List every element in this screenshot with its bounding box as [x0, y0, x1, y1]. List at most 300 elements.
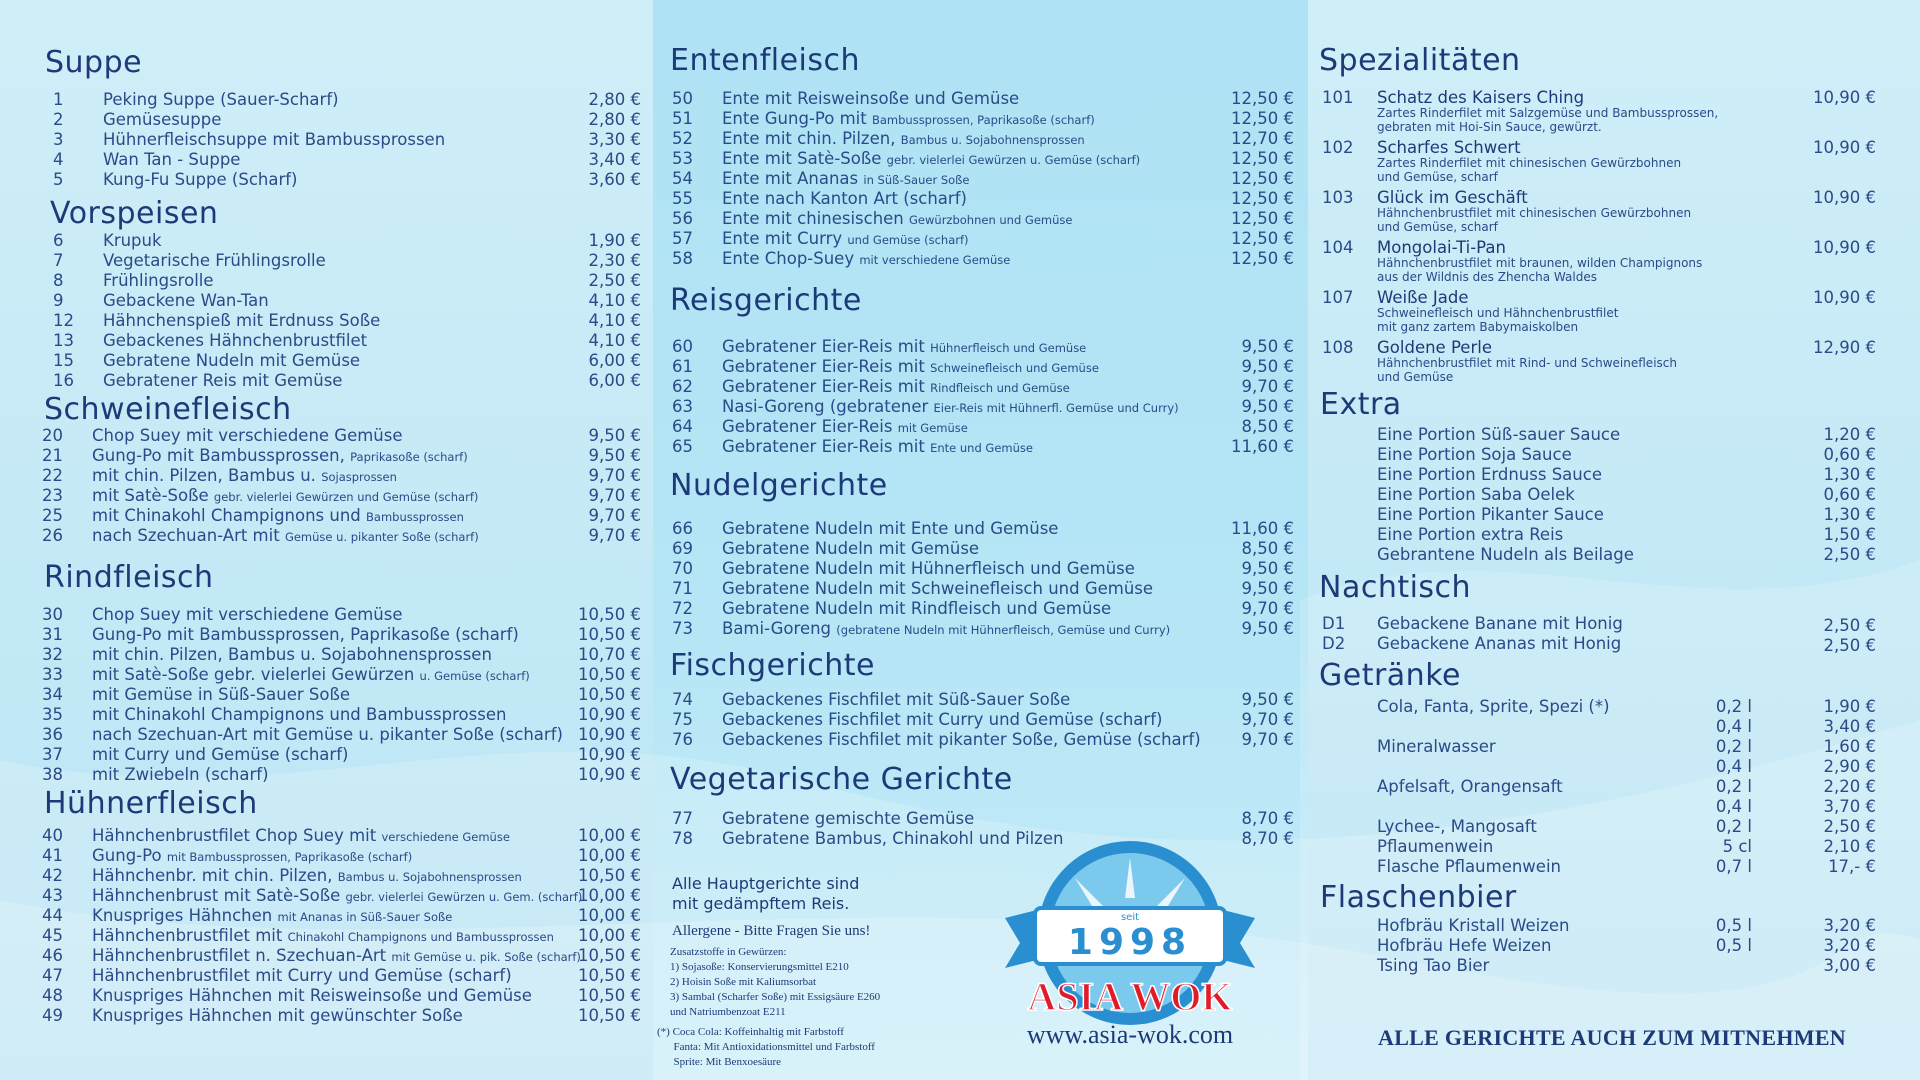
item-name	[103, 291, 641, 311]
menu-item	[42, 685, 641, 705]
special-description: Zartes Rinderfilet mit chinesischen Gewürzbohnen	[1377, 156, 1682, 170]
beer-name: Hofbräu Kristall Weizen	[1377, 916, 1570, 935]
item-price: 10,00 €	[578, 906, 641, 925]
item-name	[722, 690, 1294, 710]
item-number: 23	[42, 486, 63, 505]
special-description: und Gemüse, scharf	[1377, 220, 1498, 234]
section-title: Getränke	[1319, 658, 1461, 693]
menu-item	[672, 579, 1294, 599]
item-title: Ente Chop-Suey	[722, 249, 855, 268]
item-name	[722, 599, 1294, 619]
item-title: Hähnchenbrust mit Satè-Soße	[92, 886, 341, 905]
item-title: Chop Suey mit verschiedene Gemüse	[92, 605, 403, 624]
item-number: 62	[672, 377, 693, 396]
item-note: Bambussprossen	[366, 510, 464, 524]
menu-item	[672, 619, 1294, 640]
drink-price: 1,60 €	[1823, 737, 1876, 756]
item-name	[92, 625, 641, 645]
item-price: 9,70 €	[1241, 710, 1294, 729]
item-name	[722, 730, 1294, 750]
drink-price: 17,- €	[1828, 857, 1876, 876]
drink-price: 2,90 €	[1823, 757, 1876, 776]
item-name	[92, 866, 641, 887]
item-number: 34	[42, 685, 63, 704]
item-number: 65	[672, 437, 693, 456]
item-price: 10,50 €	[578, 665, 641, 684]
special-description: und Gemüse	[1377, 370, 1454, 384]
item-name	[722, 149, 1294, 170]
menu-item	[672, 357, 1294, 378]
beer-price: 3,20 €	[1823, 916, 1876, 935]
item-name	[92, 745, 641, 765]
special-name: Schatz des Kaisers Ching	[1377, 88, 1585, 107]
special-number: 107	[1322, 288, 1354, 307]
menu-item	[672, 209, 1294, 230]
item-price: 4,10 €	[588, 291, 641, 310]
item-name	[722, 397, 1294, 418]
menu-item	[42, 926, 641, 947]
item-price: 6,00 €	[588, 371, 641, 390]
item-name	[722, 229, 1294, 250]
menu-item	[672, 129, 1294, 150]
beer-price: 3,20 €	[1823, 936, 1876, 955]
menu-item	[53, 311, 641, 331]
dessert-price: 2,50 €	[1823, 616, 1876, 635]
menu-item	[53, 110, 641, 130]
item-name	[92, 966, 641, 986]
item-price: 9,70 €	[588, 486, 641, 505]
menu-item	[672, 809, 1294, 829]
item-name	[103, 170, 641, 190]
special-number: 102	[1322, 138, 1354, 157]
item-price: 10,50 €	[578, 966, 641, 985]
takeaway-notice: ALLE GERICHTE AUCH ZUM MITNEHMEN	[1378, 1025, 1846, 1050]
dessert-number: D1	[1322, 614, 1346, 633]
item-name	[103, 251, 641, 271]
extra-name: Eine Portion Süß-sauer Sauce	[1377, 425, 1621, 444]
drink-volume: 0,4 l	[1715, 797, 1752, 816]
menu-item	[42, 526, 641, 547]
item-name	[722, 337, 1294, 358]
item-price: 10,50 €	[578, 625, 641, 644]
item-name	[722, 109, 1294, 130]
item-title: Frühlingsrolle	[103, 271, 214, 290]
menu-item	[672, 397, 1294, 418]
item-name	[92, 426, 641, 446]
item-number: 38	[42, 765, 63, 784]
item-price: 9,50 €	[1241, 690, 1294, 709]
item-name	[92, 605, 641, 625]
item-number: 51	[672, 109, 693, 128]
item-number: 45	[42, 926, 63, 945]
item-title: Gemüsesuppe	[103, 110, 222, 129]
item-price: 8,70 €	[1241, 809, 1294, 828]
item-price: 1,90 €	[588, 231, 641, 250]
item-name	[722, 189, 1294, 209]
item-number: 72	[672, 599, 693, 618]
item-name	[722, 417, 1294, 438]
item-title: Gebratene Nudeln mit Schweinefleisch und Gemüse	[722, 579, 1154, 598]
item-price: 2,30 €	[588, 251, 641, 270]
drink-name: Lychee-, Mangosaft	[1377, 817, 1537, 836]
item-title: Hähnchenspieß mit Erdnuss Soße	[103, 311, 381, 330]
dessert-name: Gebackene Banane mit Honig	[1377, 614, 1623, 633]
menu-item	[42, 605, 641, 625]
item-name	[92, 926, 641, 947]
item-number: 30	[42, 605, 63, 624]
special-price: 10,90 €	[1813, 238, 1876, 257]
item-price: 10,90 €	[578, 725, 641, 744]
section-title: Nachtisch	[1319, 570, 1472, 605]
menu-item	[672, 730, 1294, 750]
special-name: Weiße Jade	[1377, 288, 1469, 307]
beer-volume: 0,5 l	[1715, 936, 1752, 955]
item-number: 41	[42, 846, 63, 865]
item-price: 10,00 €	[578, 926, 641, 945]
special-number: 108	[1322, 338, 1354, 357]
item-price: 3,40 €	[588, 150, 641, 169]
drink-volume: 0,2 l	[1715, 737, 1752, 756]
item-number: 73	[672, 619, 693, 638]
item-number: 44	[42, 906, 63, 925]
item-title: Gung-Po mit Bambussprossen,	[92, 446, 345, 465]
item-name	[722, 809, 1294, 829]
item-price: 11,60 €	[1231, 437, 1294, 456]
drink-price: 2,10 €	[1823, 837, 1876, 856]
item-title: mit Chinakohl Champignons und	[92, 506, 361, 525]
item-number: 47	[42, 966, 63, 985]
section-title: Hühnerfleisch	[44, 786, 258, 821]
special-description: Zartes Rinderfilet mit Salzgemüse und Bambussprossen,	[1377, 106, 1719, 120]
drink-name: Mineralwasser	[1377, 737, 1496, 756]
item-price: 10,50 €	[578, 866, 641, 885]
special-price: 12,90 €	[1813, 338, 1876, 357]
item-number: 33	[42, 665, 63, 684]
item-name	[722, 539, 1294, 559]
item-title: Kung-Fu Suppe (Scharf)	[103, 170, 298, 189]
item-number: 31	[42, 625, 63, 644]
special-description: Hähnchenbrustfilet mit chinesischen Gewürzbohnen	[1377, 206, 1692, 220]
item-name	[103, 311, 641, 331]
section-title: Vegetarische Gerichte	[670, 762, 1013, 797]
menu-item	[672, 417, 1294, 438]
item-name	[103, 331, 641, 351]
item-price: 10,00 €	[578, 826, 641, 845]
item-price: 6,00 €	[588, 351, 641, 370]
menu-item	[53, 150, 641, 170]
item-number: 64	[672, 417, 693, 436]
item-number: 74	[672, 690, 693, 709]
item-name	[92, 725, 641, 745]
logo-year: 1998	[1067, 922, 1193, 963]
menu-item	[42, 506, 641, 527]
item-price: 9,50 €	[1241, 337, 1294, 356]
item-name	[103, 130, 641, 150]
beer-name: Hofbräu Hefe Weizen	[1377, 936, 1552, 955]
item-title: Krupuk	[103, 231, 162, 250]
item-name	[722, 377, 1294, 398]
item-price: 12,50 €	[1231, 229, 1294, 248]
item-price: 3,60 €	[588, 170, 641, 189]
beer-volume: 0,5 l	[1715, 916, 1752, 935]
item-title: Ente mit Ananas	[722, 169, 859, 188]
item-number: 52	[672, 129, 693, 148]
item-price: 9,50 €	[588, 446, 641, 465]
menu-item	[42, 725, 641, 745]
item-price: 11,60 €	[1231, 519, 1294, 538]
item-title: Chop Suey mit verschiedene Gemüse	[92, 426, 403, 445]
item-price: 10,50 €	[578, 986, 641, 1005]
drink-name: Apfelsaft, Orangensaft	[1377, 777, 1563, 796]
item-name	[92, 705, 641, 725]
item-name	[92, 685, 641, 705]
item-title: mit chin. Pilzen, Bambus u.	[92, 466, 316, 485]
item-note: gebr. vielerlei Gewürzen und Gemüse (scharf)	[213, 490, 479, 504]
menu-item	[42, 765, 641, 785]
item-number: 15	[53, 351, 74, 370]
item-title: mit Curry und Gemüse (scharf)	[92, 745, 349, 764]
menu-item	[672, 599, 1294, 619]
menu-item	[672, 109, 1294, 130]
additive-note: und Natriumbenzoat E211	[670, 1006, 786, 1018]
item-name	[92, 665, 641, 686]
item-price: 9,70 €	[1241, 377, 1294, 396]
menu-item	[53, 90, 641, 110]
item-name	[92, 826, 641, 847]
item-number: 2	[53, 110, 64, 129]
item-price: 12,50 €	[1231, 169, 1294, 188]
item-note: Paprikasoße (scharf)	[350, 450, 468, 464]
extra-name: Eine Portion Erdnuss Sauce	[1377, 465, 1602, 484]
additive-note: 2) Hoisin Soße mit Kaliumsorbat	[670, 976, 817, 988]
item-name	[722, 129, 1294, 150]
extra-name: Eine Portion Soja Sauce	[1377, 445, 1572, 464]
item-title: Hähnchenbrustfilet n. Szechuan-Art	[92, 946, 387, 965]
item-number: 42	[42, 866, 63, 885]
menu-item	[53, 170, 641, 190]
menu-item	[672, 229, 1294, 250]
section-title: Spezialitäten	[1319, 43, 1521, 78]
menu-item	[42, 745, 641, 765]
item-note: Gewürzbohnen und Gemüse	[909, 213, 1073, 227]
item-note: Schweinefleisch und Gemüse	[930, 361, 1099, 375]
extra-name: Eine Portion Saba Oelek	[1377, 485, 1575, 504]
special-name: Mongolai-Ti-Pan	[1377, 238, 1506, 257]
extra-price: 1,30 €	[1823, 465, 1876, 484]
item-price: 10,00 €	[578, 846, 641, 865]
menu-item	[672, 690, 1294, 710]
menu-item	[672, 89, 1294, 109]
item-number: 57	[672, 229, 693, 248]
item-number: 71	[672, 579, 693, 598]
item-price: 9,70 €	[588, 526, 641, 545]
item-number: 50	[672, 89, 693, 108]
item-name	[103, 271, 641, 291]
drink-volume: 0,2 l	[1715, 777, 1752, 796]
item-name	[722, 169, 1294, 190]
item-number: 6	[53, 231, 64, 250]
item-price: 9,70 €	[588, 506, 641, 525]
item-price: 9,70 €	[1241, 599, 1294, 618]
item-name	[92, 986, 641, 1006]
item-price: 10,50 €	[578, 685, 641, 704]
item-title: Gebratener Reis mit Gemüse	[103, 371, 343, 390]
item-name	[722, 89, 1294, 109]
item-number: 25	[42, 506, 63, 525]
item-number: 66	[672, 519, 693, 538]
additive-note: 3) Sambal (Scharfer Soße) mit Essigsäure E260	[670, 991, 881, 1003]
special-description: und Gemüse, scharf	[1377, 170, 1498, 184]
item-title: Gung-Po mit Bambussprossen, Paprikasoße (scharf)	[92, 625, 519, 644]
special-name: Scharfes Schwert	[1377, 138, 1521, 157]
extra-price: 1,30 €	[1823, 505, 1876, 524]
item-title: Bami-Goreng	[722, 619, 832, 638]
item-name	[92, 846, 641, 867]
menu-item	[672, 337, 1294, 358]
section-title: Entenfleisch	[670, 43, 861, 78]
special-number: 104	[1322, 238, 1354, 257]
item-title: Gebackenes Fischfilet mit Süß-Sauer Soße	[722, 690, 1071, 709]
item-name	[722, 249, 1294, 270]
item-title: Nasi-Goreng (gebratener	[722, 397, 929, 416]
item-name	[722, 519, 1294, 539]
menu-item	[53, 251, 641, 271]
item-number: 55	[672, 189, 693, 208]
item-name	[92, 1006, 641, 1026]
cola-note: Sprite: Mit Benxoesäure	[657, 1056, 782, 1068]
item-title: Knuspriges Hähnchen mit Reisweinsoße und Gemüse	[92, 986, 532, 1005]
allergen-note: Allergene - Bitte Fragen Sie uns!	[672, 923, 871, 939]
item-title: mit chin. Pilzen, Bambus u. Sojabohnensprossen	[92, 645, 492, 664]
item-number: 49	[42, 1006, 63, 1025]
menu-item	[672, 189, 1294, 209]
item-title: Knuspriges Hähnchen mit gewünschter Soße	[92, 1006, 463, 1025]
dessert-name: Gebackene Ananas mit Honig	[1377, 634, 1622, 653]
item-price: 10,50 €	[578, 605, 641, 624]
special-number: 101	[1322, 88, 1354, 107]
item-price: 10,50 €	[578, 946, 641, 965]
item-note: Bambus u. Sojabohnensprossen	[900, 133, 1085, 147]
item-note: mit Gemüse	[897, 421, 968, 435]
drink-name: Cola, Fanta, Sprite, Spezi (*)	[1377, 697, 1610, 716]
menu-item	[672, 249, 1294, 270]
website-url[interactable]: www.asia-wok.com	[1026, 1020, 1234, 1049]
item-title: Gebratene gemischte Gemüse	[722, 809, 975, 828]
item-name	[103, 231, 641, 251]
item-number: 46	[42, 946, 63, 965]
section-title: Flaschenbier	[1320, 880, 1517, 915]
menu-item	[42, 946, 641, 967]
item-note: Bambussprossen, Paprikasoße (scharf)	[871, 113, 1095, 127]
item-number: 4	[53, 150, 64, 169]
item-price: 9,50 €	[1241, 357, 1294, 376]
menu-item	[42, 486, 641, 507]
item-price: 8,50 €	[1241, 417, 1294, 436]
item-title: Gebackenes Hähnchenbrustfilet	[103, 331, 368, 350]
item-title: Gebratene Nudeln mit Hühnerfleisch und Gemüse	[722, 559, 1135, 578]
item-title: mit Satè-Soße	[92, 486, 209, 505]
special-number: 103	[1322, 188, 1354, 207]
item-title: Gebackene Wan-Tan	[103, 291, 269, 310]
item-number: 40	[42, 826, 63, 845]
special-description: Hähnchenbrustfilet mit Rind- und Schweinefleisch	[1377, 356, 1677, 370]
item-title: Gebackenes Fischfilet mit pikanter Soße, Gemüse (scharf)	[722, 730, 1201, 749]
drink-price: 2,20 €	[1823, 777, 1876, 796]
extra-price: 1,50 €	[1823, 525, 1876, 544]
item-name	[92, 886, 641, 907]
item-title: Gebratene Nudeln mit Gemüse	[103, 351, 361, 370]
item-number: 16	[53, 371, 74, 390]
additive-note: Zusatzstoffe in Gewürzen:	[670, 946, 787, 958]
item-name	[92, 446, 641, 467]
extra-price: 2,50 €	[1823, 545, 1876, 564]
drink-volume: 5 cl	[1722, 837, 1752, 856]
beer-name: Tsing Tao Bier	[1377, 956, 1490, 975]
item-title: mit Gemüse in Süß-Sauer Soße	[92, 685, 351, 704]
special-description: gebraten mit Hoi-Sin Sauce, gewürzt.	[1377, 120, 1602, 134]
item-number: 1	[53, 90, 64, 109]
section-title: Vorspeisen	[50, 196, 219, 231]
item-name	[92, 506, 641, 527]
item-name	[103, 90, 641, 110]
item-number: 70	[672, 559, 693, 578]
item-title: Ente mit chinesischen	[722, 209, 904, 228]
item-price: 10,90 €	[578, 705, 641, 724]
item-price: 12,70 €	[1231, 129, 1294, 148]
item-price: 10,90 €	[578, 745, 641, 764]
menu-item	[672, 149, 1294, 170]
item-price: 10,90 €	[578, 765, 641, 784]
section-title: Extra	[1320, 387, 1402, 422]
item-number: 21	[42, 446, 63, 465]
menu-item	[42, 906, 641, 927]
item-number: 76	[672, 730, 693, 749]
item-name	[722, 710, 1294, 730]
item-title: Peking Suppe (Sauer-Scharf)	[103, 90, 339, 109]
item-title: Wan Tan - Suppe	[103, 150, 241, 169]
menu-item	[672, 539, 1294, 559]
item-note: mit Bambussprossen, Paprikasoße (scharf)	[166, 850, 413, 864]
item-title: Ente Gung-Po mit	[722, 109, 867, 128]
cola-note: (*) Coca Cola: Koffeinhaltig mit Farbstoff	[657, 1026, 844, 1038]
item-name	[722, 209, 1294, 230]
item-price: 10,70 €	[578, 645, 641, 664]
menu-item	[672, 377, 1294, 398]
menu-item	[53, 130, 641, 150]
special-price: 10,90 €	[1813, 138, 1876, 157]
item-price: 12,50 €	[1231, 209, 1294, 228]
drink-name: Flasche Pflaumenwein	[1377, 857, 1561, 876]
item-price: 2,80 €	[588, 90, 641, 109]
item-number: 5	[53, 170, 64, 189]
menu-item	[42, 986, 641, 1006]
item-title: Hähnchenbrustfilet mit	[92, 926, 283, 945]
item-number: 77	[672, 809, 693, 828]
menu-item	[42, 625, 641, 645]
item-title: Ente nach Kanton Art (scharf)	[722, 189, 967, 208]
item-title: mit Chinakohl Champignons und Bambussprossen	[92, 705, 507, 724]
section-title: Fischgerichte	[670, 648, 875, 683]
logo-seit: seit	[1120, 912, 1140, 923]
item-price: 12,50 €	[1231, 249, 1294, 268]
menu-item	[672, 437, 1294, 458]
item-price: 12,50 €	[1231, 89, 1294, 108]
item-title: Gebratene Bambus, Chinakohl und Pilzen	[722, 829, 1064, 848]
menu-item	[42, 705, 641, 725]
item-note: Sojasprossen	[321, 470, 397, 484]
item-price: 9,50 €	[1241, 619, 1294, 638]
menu-item	[53, 331, 641, 351]
